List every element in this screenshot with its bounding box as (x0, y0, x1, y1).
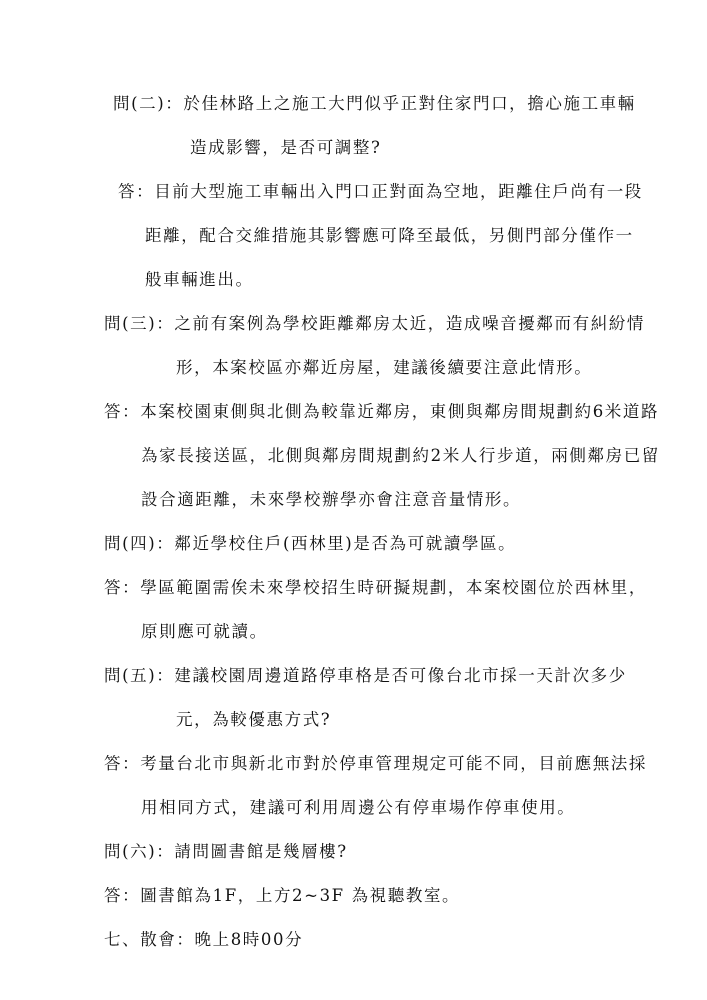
answer-2-line-2: 距離，配合交維措施其影響應可降至最低，另側門部分僅作一 (145, 226, 634, 245)
meeting-adjourned-line: 七、散會：晚上8時00分 (104, 930, 304, 949)
answer-2-line-3: 般車輛進出。 (145, 270, 254, 289)
question-4-line-1: 問(四)：鄰近學校住戶(西林里)是否為可就讀學區。 (104, 534, 517, 553)
question-3-line-1: 問(三)：之前有案例為學校距離鄰房太近，造成噪音擾鄰而有糾紛情 (104, 314, 645, 333)
answer-6-line-1: 答：圖書館為1F，上方2~3F 為視聽教室。 (104, 886, 461, 905)
question-3-line-2: 形，本案校區亦鄰近房屋，建議後續要注意此情形。 (176, 358, 593, 377)
answer-4-line-2: 原則應可就讀。 (141, 622, 268, 641)
question-6-line-1: 問(六)：請問圖書館是幾層樓? (104, 842, 348, 861)
question-2-line-1: 問(二)：於佳林路上之施工大門似乎正對住家門口，擔心施工車輛 (113, 94, 636, 113)
question-5-line-1: 問(五)：建議校園周邊道路停車格是否可像台北市採一天計次多少 (104, 666, 627, 685)
question-2-line-2: 造成影響，是否可調整? (190, 138, 382, 157)
answer-5-line-1: 答：考量台北市與新北市對於停車管理規定可能不同，目前應無法採 (104, 754, 647, 773)
answer-2-line-1: 答：目前大型施工車輛出入門口正對面為空地，距離住戶尚有一段 (118, 182, 643, 201)
answer-3-line-3: 設合適距離，未來學校辦學亦會注意音量情形。 (141, 490, 522, 509)
answer-5-line-2: 用相同方式，建議可利用周邊公有停車場作停車使用。 (141, 798, 576, 817)
answer-4-line-1: 答：學區範圍需俟未來學校招生時研擬規劃，本案校園位於西林里， (104, 578, 647, 597)
question-5-line-2: 元，為較優惠方式? (176, 710, 332, 729)
answer-3-line-1: 答：本案校園東側與北側為較靠近鄰房，東側與鄰房間規劃約6米道路 (104, 402, 660, 421)
answer-3-line-2: 為家長接送區，北側與鄰房間規劃約2米人行步道，兩側鄰房已留 (141, 446, 660, 465)
